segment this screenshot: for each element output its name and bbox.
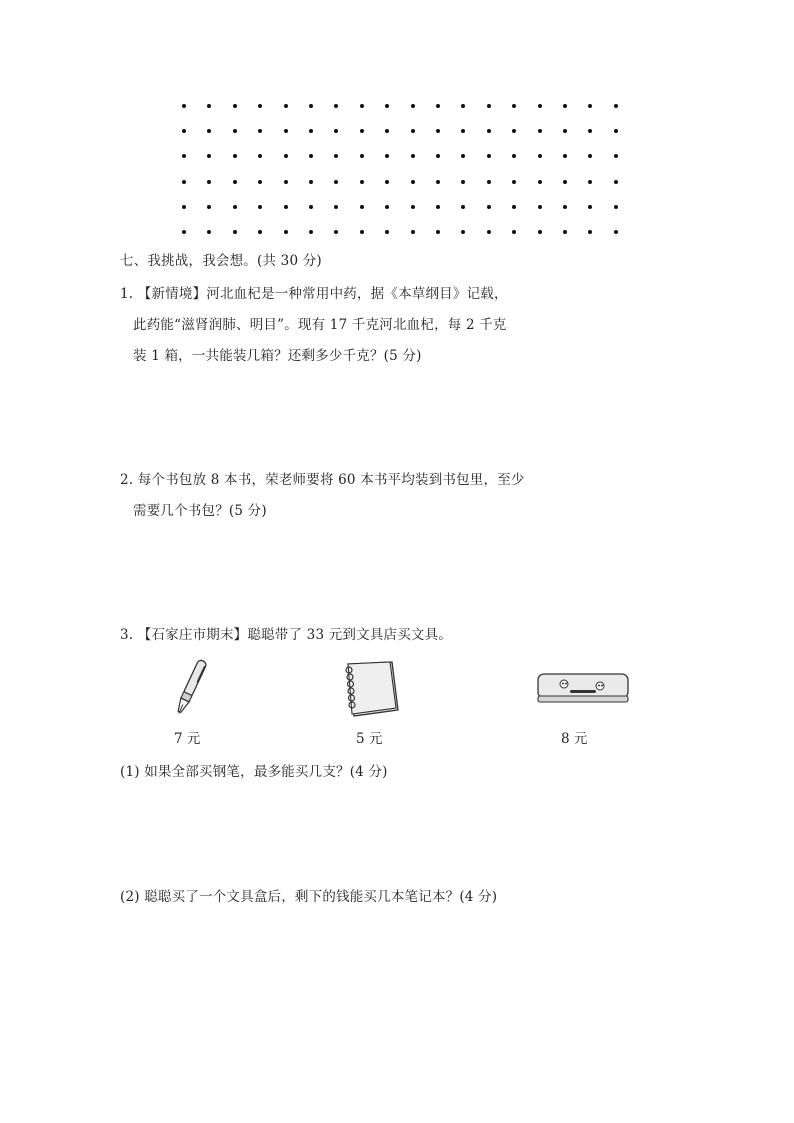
grid-dot (563, 205, 567, 209)
grid-dot (360, 230, 364, 234)
grid-dot (309, 180, 313, 184)
grid-dot (538, 180, 542, 184)
grid-dot (182, 230, 186, 234)
grid-dot (512, 154, 516, 158)
grid-dot (614, 129, 618, 133)
q1-line2: 此药能“滋肾润肺、明目”。现有 17 千克河北血杞，每 2 千克 (133, 317, 507, 333)
grid-dot (411, 104, 415, 108)
grid-dot (436, 129, 440, 133)
grid-dot (233, 205, 237, 209)
grid-dot (588, 230, 592, 234)
grid-dot (360, 129, 364, 133)
grid-dot (207, 180, 211, 184)
notebook-price: 5 元 (356, 731, 383, 747)
grid-dot (563, 230, 567, 234)
grid-dot (182, 154, 186, 158)
grid-dot (588, 180, 592, 184)
grid-dot (334, 129, 338, 133)
grid-dot (385, 154, 389, 158)
grid-dot (436, 154, 440, 158)
grid-dot (207, 129, 211, 133)
grid-dot (538, 104, 542, 108)
grid-dot (614, 230, 618, 234)
grid-dot (284, 104, 288, 108)
grid-dot (182, 180, 186, 184)
grid-dot (614, 180, 618, 184)
grid-dot (309, 205, 313, 209)
grid-dot (284, 154, 288, 158)
grid-dot (461, 205, 465, 209)
grid-dot (233, 230, 237, 234)
grid-dot (334, 205, 338, 209)
grid-dot (258, 230, 262, 234)
grid-dot (512, 230, 516, 234)
grid-dot (487, 104, 491, 108)
grid-dot (233, 104, 237, 108)
grid-dot (588, 104, 592, 108)
grid-dot (614, 104, 618, 108)
dot-grid (172, 96, 632, 241)
grid-dot (284, 129, 288, 133)
q3-line1: 3. 【石家庄市期末】聪聪带了 33 元到文具店买文具。 (120, 627, 453, 643)
grid-dot (258, 205, 262, 209)
grid-dot (207, 205, 211, 209)
grid-dot (334, 230, 338, 234)
pencil-box-price: 8 元 (561, 731, 588, 747)
grid-dot (487, 205, 491, 209)
grid-dot (258, 104, 262, 108)
grid-dot (258, 129, 262, 133)
grid-dot (538, 230, 542, 234)
grid-dot (588, 129, 592, 133)
grid-dot (461, 154, 465, 158)
grid-dot (334, 104, 338, 108)
grid-dot (563, 104, 567, 108)
grid-dot (334, 180, 338, 184)
q2-line2: 需要几个书包？(5 分) (133, 503, 267, 519)
grid-dot (436, 205, 440, 209)
grid-dot (233, 129, 237, 133)
grid-dot (563, 129, 567, 133)
grid-dot (461, 230, 465, 234)
grid-dot (360, 180, 364, 184)
pen-icon (172, 656, 208, 720)
grid-dot (360, 154, 364, 158)
grid-dot (411, 129, 415, 133)
grid-dot (309, 129, 313, 133)
grid-dot (207, 154, 211, 158)
grid-dot (512, 180, 516, 184)
grid-dot (614, 154, 618, 158)
grid-dot (385, 180, 389, 184)
grid-dot (385, 104, 389, 108)
notebook-icon (340, 660, 402, 720)
grid-dot (385, 205, 389, 209)
grid-dot (258, 180, 262, 184)
grid-dot (538, 129, 542, 133)
grid-dot (461, 104, 465, 108)
grid-dot (334, 154, 338, 158)
grid-dot (284, 230, 288, 234)
grid-dot (512, 129, 516, 133)
grid-dot (207, 230, 211, 234)
grid-dot (614, 205, 618, 209)
grid-dot (538, 154, 542, 158)
grid-dot (538, 205, 542, 209)
grid-dot (284, 180, 288, 184)
grid-dot (487, 129, 491, 133)
grid-dot (360, 104, 364, 108)
grid-dot (182, 104, 186, 108)
pen-price: 7 元 (174, 731, 201, 747)
grid-dot (588, 205, 592, 209)
grid-dot (411, 205, 415, 209)
q3-sub1: (1) 如果全部买钢笔，最多能买几支？(4 分) (120, 764, 388, 780)
grid-dot (385, 230, 389, 234)
grid-dot (309, 104, 313, 108)
grid-dot (512, 205, 516, 209)
section-heading: 七、我挑战，我会想。(共 30 分) (120, 253, 322, 269)
grid-dot (233, 180, 237, 184)
grid-dot (182, 129, 186, 133)
q3-sub2: (2) 聪聪买了一个文具盒后，剩下的钱能买几本笔记本？(4 分) (120, 889, 498, 905)
grid-dot (487, 230, 491, 234)
grid-dot (207, 104, 211, 108)
grid-dot (309, 230, 313, 234)
grid-dot (512, 104, 516, 108)
grid-dot (360, 205, 364, 209)
grid-dot (487, 154, 491, 158)
grid-dot (411, 154, 415, 158)
grid-dot (563, 180, 567, 184)
grid-dot (233, 154, 237, 158)
grid-dot (461, 129, 465, 133)
grid-dot (309, 154, 313, 158)
grid-dot (461, 180, 465, 184)
grid-dot (487, 180, 491, 184)
q1-line1: 1. 【新情境】河北血杞是一种常用中药，据《本草纲目》记载， (120, 286, 508, 302)
grid-dot (436, 180, 440, 184)
q1-line3: 装 1 箱，一共能装几箱？还剩多少千克？(5 分) (133, 348, 422, 364)
grid-dot (436, 230, 440, 234)
grid-dot (258, 154, 262, 158)
grid-dot (182, 205, 186, 209)
grid-dot (385, 129, 389, 133)
grid-dot (563, 154, 567, 158)
grid-dot (284, 205, 288, 209)
pencil-box-icon (536, 670, 630, 706)
grid-dot (588, 154, 592, 158)
grid-dot (411, 230, 415, 234)
q2-line1: 2. 每个书包放 8 本书，荣老师要将 60 本书平均装到书包里，至少 (120, 472, 525, 488)
grid-dot (411, 180, 415, 184)
grid-dot (436, 104, 440, 108)
